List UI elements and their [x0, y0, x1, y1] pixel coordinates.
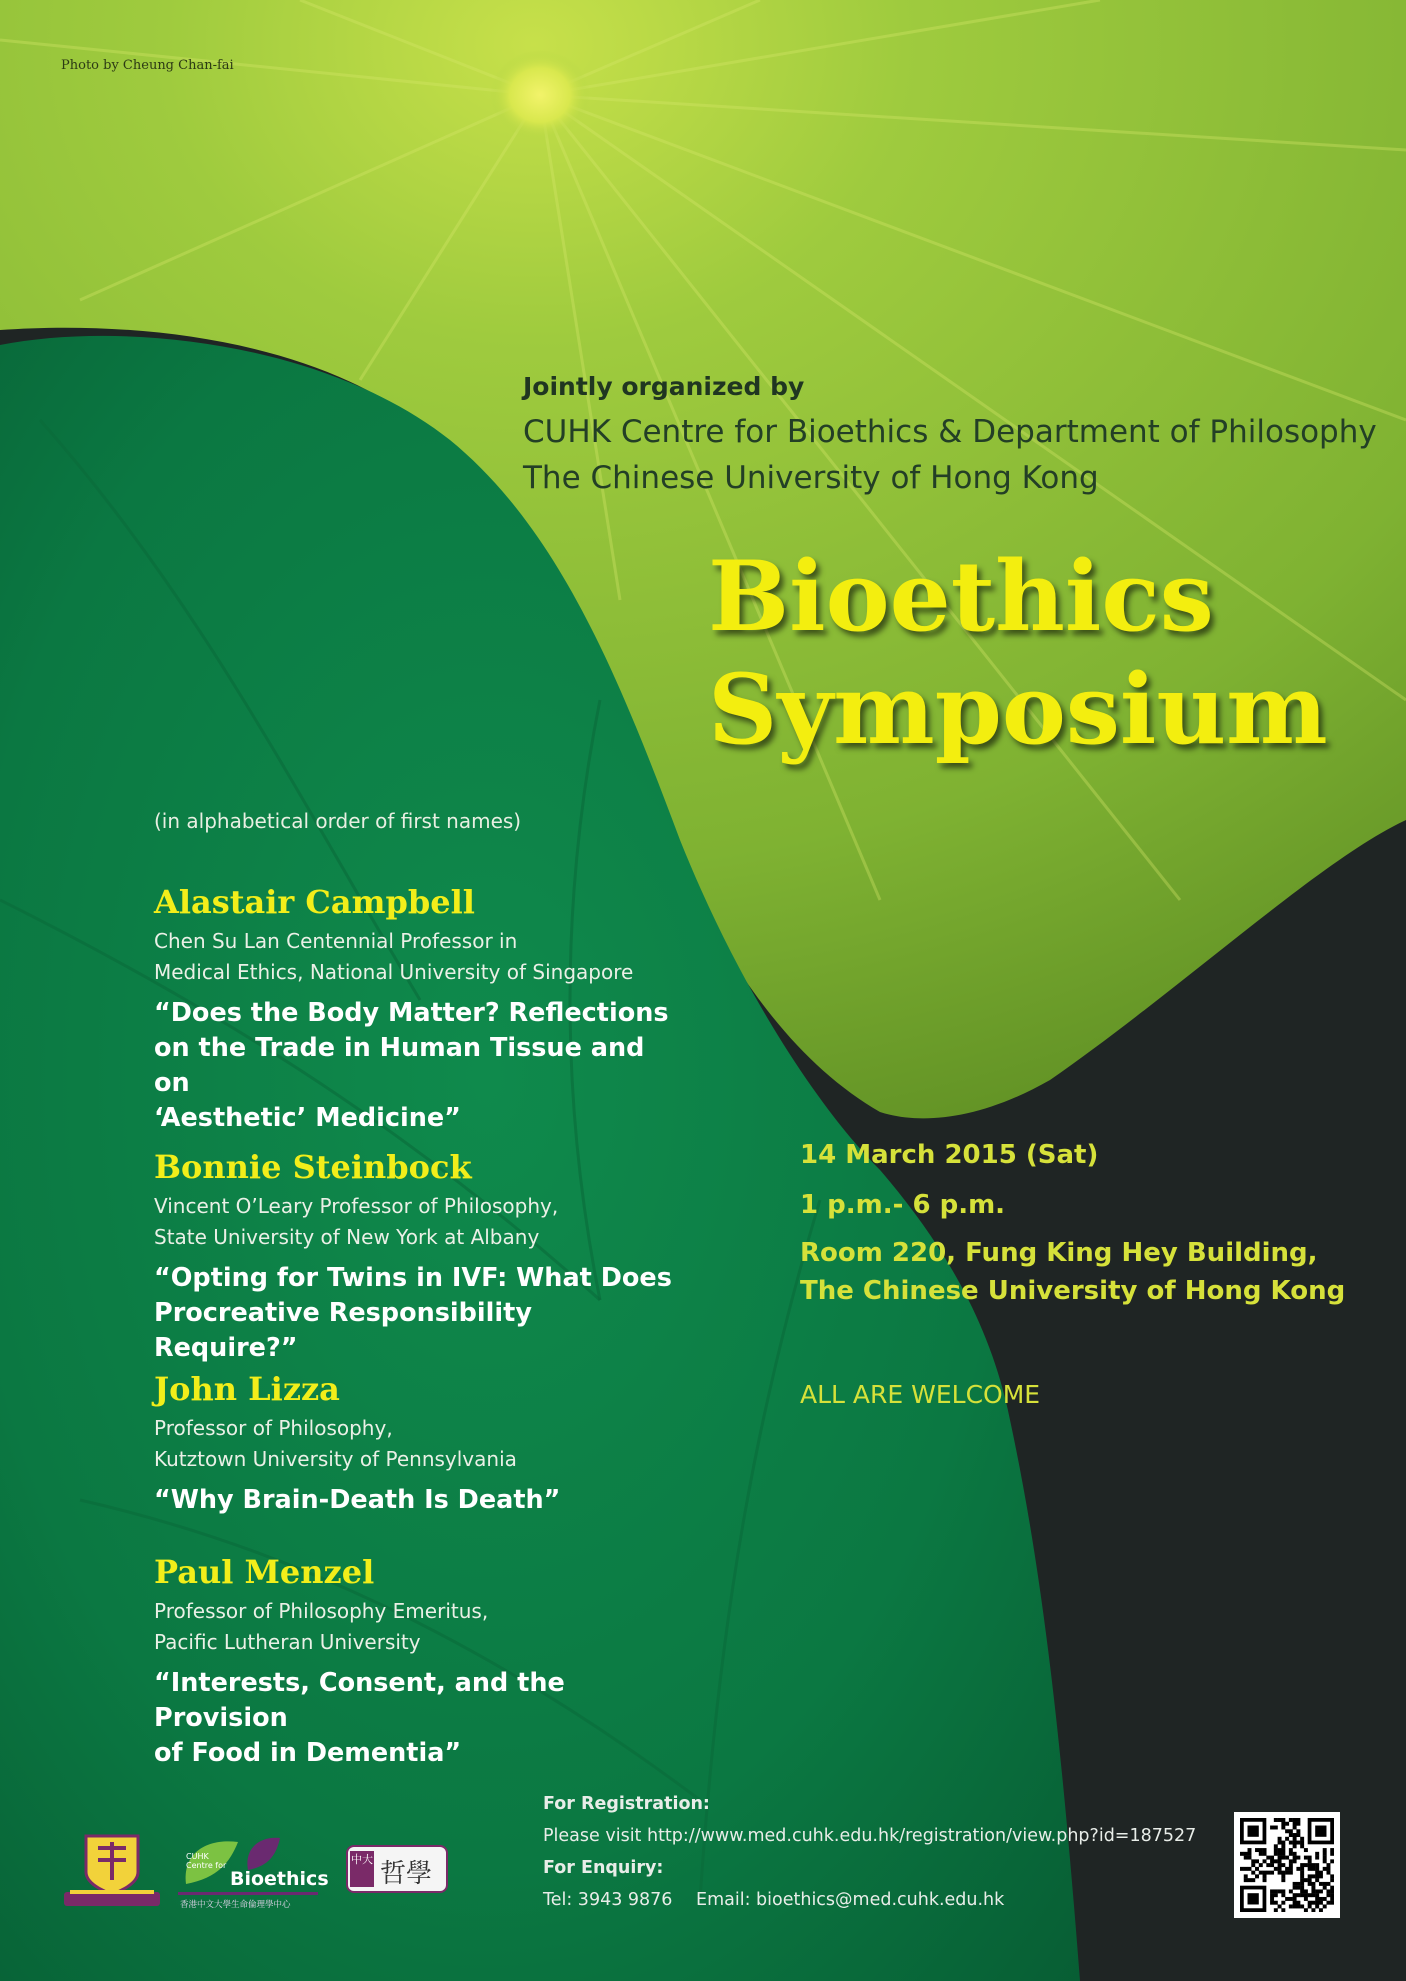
- bioethics-chinese-name: 香港中文大學生命倫理學中心: [180, 1900, 291, 1910]
- speaker-affiliation: Professor of Philosophy,: [154, 1416, 393, 1440]
- order-note: (in alphabetical order of first names): [154, 809, 522, 833]
- phone-number: Tel: 3943 9876: [543, 1890, 673, 1910]
- title-line: Symposium: [708, 653, 1328, 766]
- speaker-card: [154, 1553, 674, 1771]
- speaker-affiliation: Medical Ethics, National University of Singapore: [154, 960, 634, 984]
- talk-title: [154, 1666, 674, 1771]
- registration-link[interactable]: Please visit http://www.med.cuhk.edu.hk/registration/view.php?id=187527: [543, 1826, 1197, 1846]
- speaker-name: Bonnie Steinbock: [154, 1148, 472, 1186]
- bioethics-centre-logo: [178, 1832, 329, 1912]
- organizer-block: [523, 372, 1377, 501]
- speaker-card: [154, 1148, 674, 1366]
- talk-title-line: “Does the Body Matter? Reflections: [154, 998, 669, 1028]
- speaker-affiliation: State University of New York at Albany: [154, 1225, 540, 1249]
- event-time: 1 p.m.- 6 p.m.: [800, 1190, 1006, 1220]
- event-venue: Room 220, Fung King Hey Building,: [800, 1238, 1318, 1268]
- talk-title: [154, 1483, 674, 1518]
- organizer-lead: Jointly organized by: [523, 372, 805, 401]
- contact-line: [543, 1884, 1196, 1916]
- talk-title-line: “Opting for Twins in IVF: What Does: [154, 1263, 672, 1293]
- speaker-name: Paul Menzel: [154, 1553, 375, 1591]
- philosophy-logo-tag: 中大: [350, 1851, 374, 1887]
- talk-title-line: on the Trade in Human Tissue and on: [154, 1033, 645, 1098]
- speaker-affiliation: Professor of Philosophy Emeritus,: [154, 1599, 489, 1623]
- speaker-card: [154, 1370, 674, 1518]
- bioethics-wordmark: Bioethics: [230, 1868, 329, 1890]
- talk-title-line: Procreative Responsibility Require?”: [154, 1298, 532, 1363]
- speaker-affiliation: Pacific Lutheran University: [154, 1630, 421, 1654]
- qr-code-icon: [1240, 1818, 1334, 1912]
- enquiry-label: For Enquiry:: [543, 1858, 664, 1878]
- speaker-card: [154, 883, 674, 1136]
- talk-title: [154, 1261, 674, 1366]
- speaker-name: John Lizza: [154, 1370, 340, 1408]
- event-venue: The Chinese University of Hong Kong: [800, 1276, 1346, 1306]
- talk-title-line: of Food in Dementia”: [154, 1738, 462, 1768]
- welcome-text: ALL ARE WELCOME: [800, 1380, 1041, 1409]
- email-link[interactable]: Email: bioethics@med.cuhk.edu.hk: [696, 1890, 1005, 1910]
- speaker-affiliation: Vincent O’Leary Professor of Philosophy,: [154, 1194, 559, 1218]
- talk-title-line: “Interests, Consent, and the Provision: [154, 1668, 565, 1733]
- organizer-line: CUHK Centre for Bioethics & Department of Philosophy: [523, 414, 1377, 450]
- page-title: [708, 540, 1328, 766]
- title-line: Bioethics: [708, 540, 1214, 653]
- registration-label: For Registration:: [543, 1794, 710, 1814]
- talk-title: [154, 996, 674, 1136]
- cuhk-crest-logo: [64, 1832, 160, 1910]
- philosophy-dept-logo: [346, 1845, 448, 1893]
- bioethics-small-text: CUHK Centre for: [186, 1852, 227, 1870]
- registration-block: [543, 1788, 1196, 1916]
- philosophy-logo-text: 哲學: [380, 1859, 433, 1889]
- talk-title-line: “Why Brain-Death Is Death”: [154, 1485, 561, 1515]
- speaker-affiliation: Chen Su Lan Centennial Professor in: [154, 929, 518, 953]
- qr-code[interactable]: [1234, 1812, 1340, 1918]
- talk-title-line: ‘Aesthetic’ Medicine”: [154, 1103, 461, 1133]
- photo-credit: Photo by Cheung Chan-fai: [61, 58, 234, 73]
- speaker-name: Alastair Campbell: [154, 883, 475, 921]
- event-date: 14 March 2015 (Sat): [800, 1140, 1099, 1170]
- organizer-line: The Chinese University of Hong Kong: [523, 460, 1099, 496]
- speaker-affiliation: Kutztown University of Pennsylvania: [154, 1447, 517, 1471]
